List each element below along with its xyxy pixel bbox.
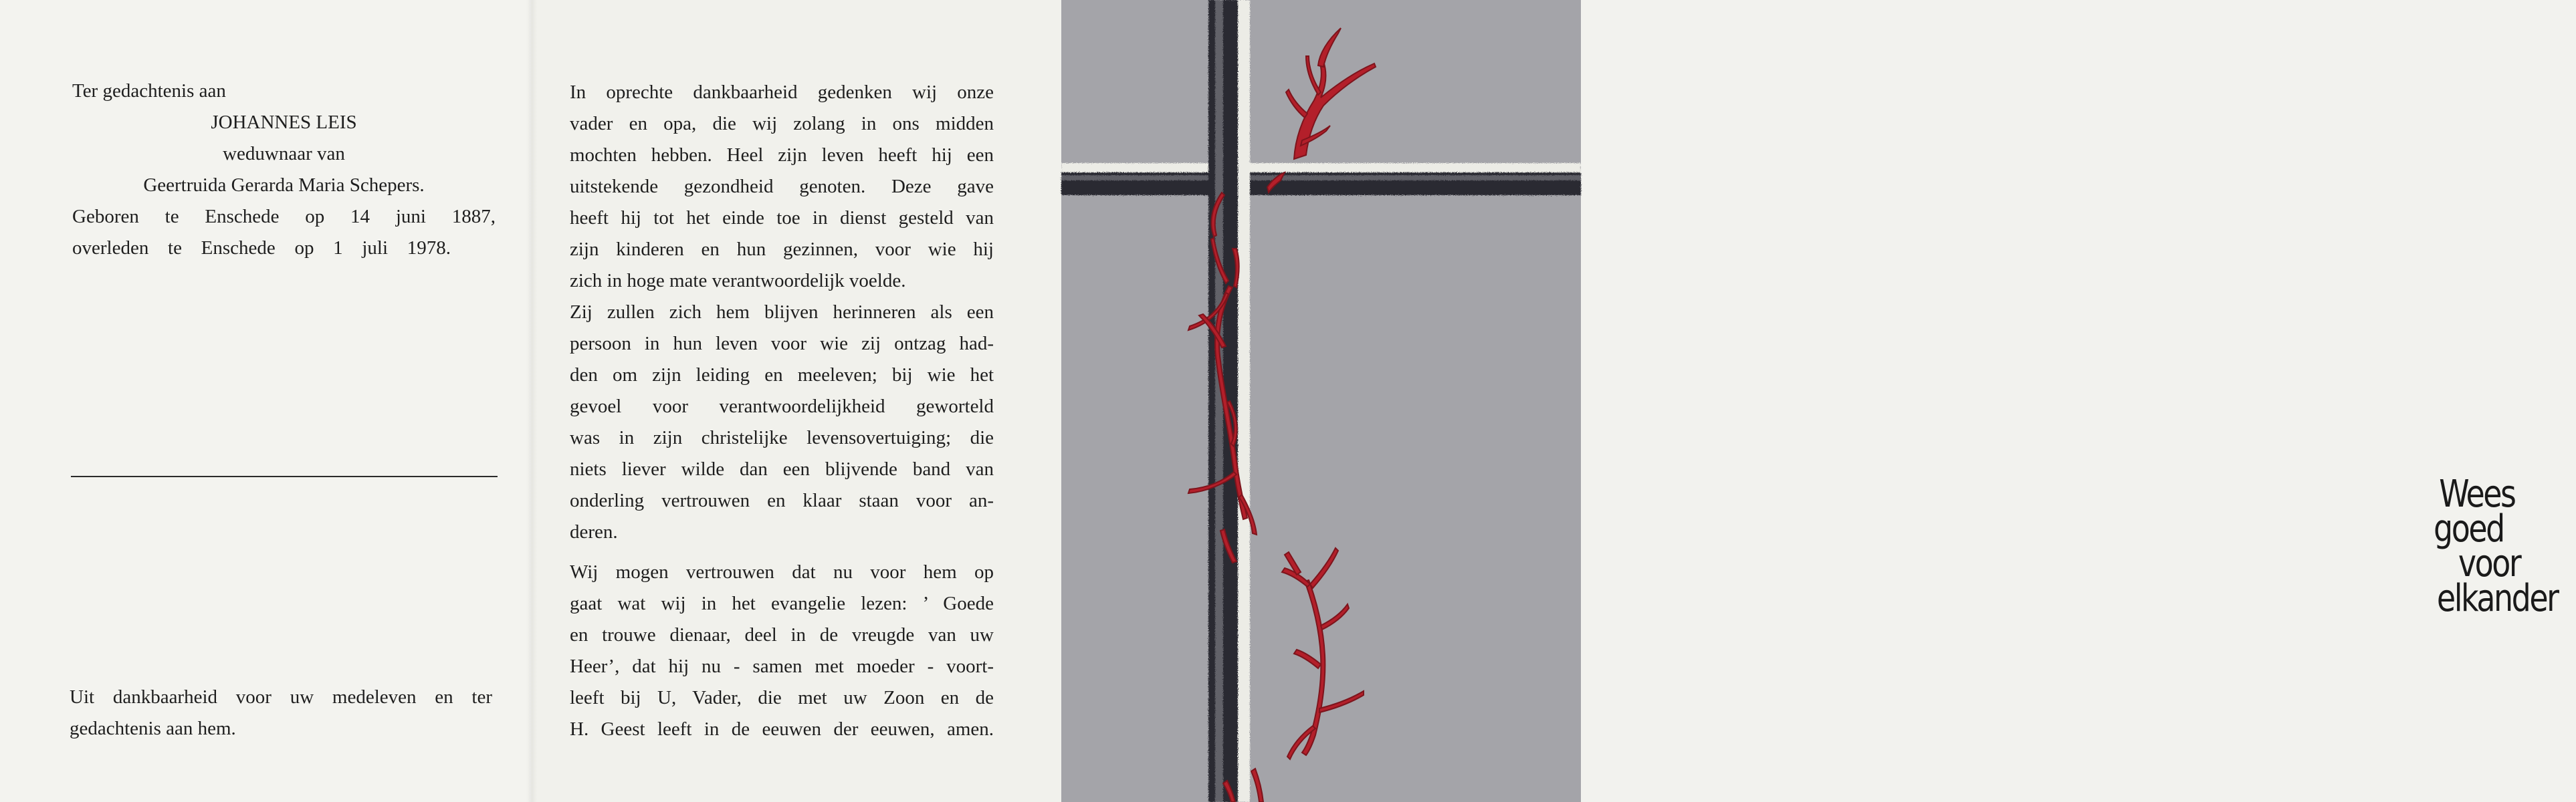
- tribute-paragraph-1: [570, 77, 994, 548]
- tribute-line: mochten hebben. Heel zijn leven heeft hij een: [570, 144, 994, 166]
- cross-post-highlight: [1238, 0, 1250, 802]
- tribute-line: In oprechte dankbaarheid gedenken wij onze: [570, 82, 994, 103]
- motto-word: goed: [2434, 507, 2504, 551]
- tribute-line: den om zijn leiding en meeleven; bij wie het: [570, 364, 994, 386]
- prayer-line: Heer’, dat hij nu - samen met moeder - voort-: [570, 656, 994, 677]
- tribute-line: zijn kinderen en hun gezinnen, voor wie hij: [570, 239, 994, 260]
- spouse-name: Geertruida Gerarda Maria Schepers.: [143, 174, 425, 196]
- motto-text: [2434, 473, 2576, 620]
- memorial-header: [72, 76, 496, 264]
- cover-panel: [1061, 0, 2558, 802]
- tribute-line: zich in hoge mate verantwoordelijk voelde.: [570, 270, 906, 291]
- tribute-line: vader en opa, die wij zolang in ons midden: [570, 113, 994, 134]
- tribute-line: Zij zullen zich hem blijven herinneren als een: [570, 301, 994, 323]
- thanks-footer: [70, 682, 492, 745]
- died-line: overleden te Enschede op 1 juli 1978.: [72, 237, 451, 259]
- born-line: Geboren te Enschede op 14 juni 1887,: [72, 206, 496, 227]
- tribute-line: persoon in hun leven voor wie zij ontzag had-: [570, 333, 994, 354]
- footer-line-2: gedachtenis aan hem.: [70, 718, 236, 739]
- tribute-line: heeft hij tot het einde toe in dienst gesteld van: [570, 207, 994, 229]
- relation-line: weduwnaar van: [223, 143, 345, 164]
- tribute-line: onderling vertrouwen en klaar staan voor an-: [570, 490, 994, 511]
- deceased-name: JOHANNES LEIS: [211, 112, 357, 133]
- intro-line: Ter gedachtenis aan: [72, 80, 226, 102]
- prayer-line: gaat wat wij in het evangelie lezen: ’ Goede: [570, 593, 994, 614]
- prayer-line: leeft bij U, Vader, die met uw Zoon en de: [570, 687, 994, 708]
- motto-word: voor: [2458, 542, 2520, 585]
- tribute-line: gevoel voor verantwoordelijkheid geworteld: [570, 396, 994, 417]
- card-fold: [526, 0, 537, 802]
- divider-line: [71, 476, 498, 477]
- tribute-line: niets liever wilde dan een blijvende band van: [570, 458, 994, 480]
- prayer-line: H. Geest leeft in de eeuwen der eeuwen, amen.: [570, 718, 994, 740]
- prayer-line: en trouwe dienaar, deel in de vreugde van uw: [570, 624, 994, 646]
- tribute-paragraph-2: [570, 557, 994, 745]
- tribute-line: deren.: [570, 521, 618, 543]
- footer-line-1: Uit dankbaarheid voor uw medeleven en ter: [70, 686, 492, 708]
- tribute-line: was in zijn christelijke levensovertuiging; die: [570, 427, 994, 448]
- motto-word: elkander: [2436, 577, 2558, 620]
- motto-word: Wees: [2439, 473, 2515, 516]
- tribute-line: uitstekende gezondheid genoten. Deze gave: [570, 176, 994, 197]
- cross-beam-highlight: [1061, 163, 1581, 172]
- cross-artwork: [1061, 0, 1581, 802]
- prayer-line: Wij mogen vertrouwen dat nu voor hem op: [570, 561, 994, 583]
